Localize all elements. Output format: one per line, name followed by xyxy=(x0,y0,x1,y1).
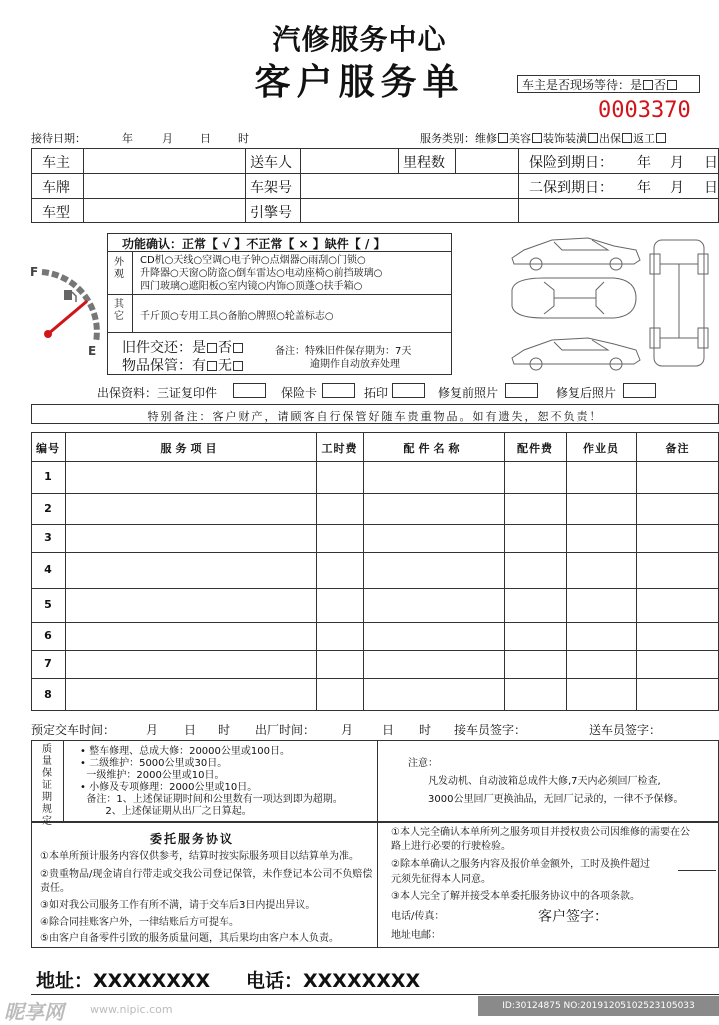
grid-line xyxy=(83,148,84,223)
notice-title: 注意： xyxy=(408,758,438,769)
fuel-needle-hub xyxy=(44,330,52,338)
type-decor: 装饰装潢 xyxy=(543,132,587,145)
agreement-right-line: ③本人完全了解并接受本单委托服务协议中的各项条款。 xyxy=(391,891,640,902)
agreement-left-line: 责任。 xyxy=(40,883,70,894)
wait-no-checkbox[interactable] xyxy=(667,80,677,90)
watermark-id: ID:30124875 NO:20191205102523105033 xyxy=(478,996,719,1016)
table-row-number: 1 xyxy=(44,470,52,483)
grid-line xyxy=(31,198,719,199)
frame-label: 车架号 xyxy=(250,180,292,196)
ins-day: 日 xyxy=(704,155,718,171)
warranty-line: • 小修及专项修理：2000公里或10日。 xyxy=(80,782,258,793)
service-table xyxy=(31,432,719,711)
grid-line xyxy=(518,148,519,223)
table-header-cell: 服务项目 xyxy=(160,442,221,455)
owner-label: 车主 xyxy=(42,155,70,171)
exit-hour: 时 xyxy=(419,723,432,737)
second-day: 日 xyxy=(704,180,718,196)
model-label: 车型 xyxy=(42,205,70,221)
docs-before-label: 修复前照片 xyxy=(438,386,499,400)
grid-line xyxy=(300,148,301,223)
wait-yes-checkbox[interactable] xyxy=(643,80,653,90)
serial-number: 0003370 xyxy=(598,98,691,123)
type-warranty-checkbox[interactable] xyxy=(622,133,632,143)
wait-no-label: 否 xyxy=(654,78,667,92)
agreement-title: 委托服务协议 xyxy=(150,832,235,846)
table-row-number: 3 xyxy=(44,531,52,544)
exterior-label: 外观 xyxy=(114,257,124,280)
car-diagram-icon xyxy=(504,228,714,378)
exit-day: 日 xyxy=(382,723,395,737)
reception-date-label: 接待日期： xyxy=(31,132,86,145)
warranty-label: 质量保证期规定 xyxy=(42,744,52,827)
items-keep-no: 无 xyxy=(218,358,232,374)
grid-line xyxy=(245,148,246,223)
fuel-needle xyxy=(48,302,86,334)
exterior-line-1: CD机○天线○空调○电子钟○点烟器○雨刮○门锁○ xyxy=(140,255,366,266)
phone-fax-label: 电话/传真： xyxy=(391,911,445,922)
planned-day: 日 xyxy=(184,723,197,737)
table-row-number: 5 xyxy=(44,598,52,611)
agreement-left-line: ③如对我公司服务工作有所不满，请于交车后3日内提出异议。 xyxy=(40,900,316,911)
warranty-line: • 二级维护：5000公里或30日。 xyxy=(80,758,228,769)
old-parts-yes-checkbox[interactable] xyxy=(207,343,217,353)
exterior-line-3: 四门玻璃○遮阳板○室内镜○内饰○顶蓬○扶手箱○ xyxy=(140,281,363,292)
grid-line xyxy=(316,432,317,711)
exterior-line-2: 升降器○天窗○防盗○倒车雷达○电动座椅○前挡玻璃○ xyxy=(140,268,383,279)
mileage-label: 里程数 xyxy=(403,155,445,171)
old-parts-row xyxy=(122,337,244,357)
docs-label: 出保资料：三证复印件 xyxy=(97,386,218,400)
table-header-cell: 配件名称 xyxy=(403,442,464,455)
customer-sign-label: 客户签字： xyxy=(538,909,608,925)
amount-underline xyxy=(678,870,716,871)
exit-time-label: 出厂时间： xyxy=(255,723,316,737)
grid-line xyxy=(504,432,505,711)
type-rework-checkbox[interactable] xyxy=(656,133,666,143)
grid-line xyxy=(363,432,364,711)
grid-line xyxy=(31,173,719,174)
items-keep-no-checkbox[interactable] xyxy=(233,361,243,371)
type-beauty-checkbox[interactable] xyxy=(532,133,542,143)
agreement-right-line: 元须先征得本人同意。 xyxy=(391,874,491,885)
fuel-pump-icon xyxy=(64,290,76,302)
exit-month: 月 xyxy=(341,723,354,737)
planned-delivery-label: 预定交车时间： xyxy=(31,723,116,737)
service-type-row xyxy=(420,130,667,146)
agreement-left-line: ②贵重物品/现金请自行带走或交我公司登记保管，未作登记本公司不负赔偿 xyxy=(40,869,373,880)
table-row-number: 4 xyxy=(44,563,52,576)
docs-card-box[interactable] xyxy=(322,383,355,398)
table-header-cell: 备注 xyxy=(665,442,690,455)
function-check-title: 功能确认：正常【 √ 】不正常【 × 】缺件【 / 】 xyxy=(122,237,386,251)
grid-line xyxy=(107,332,452,333)
docs-after-box[interactable] xyxy=(623,383,656,398)
warranty-line: 备注：1、上述保证期时间和公里数有一项达到即为超期。 xyxy=(80,794,343,805)
form-title: 客户服务单 xyxy=(254,62,465,103)
old-parts-no-checkbox[interactable] xyxy=(233,343,243,353)
grid-line xyxy=(31,650,719,651)
agreement-left-line: ①本单所预计服务内容仅供参考，结算时按实际服务项目以结算单为准。 xyxy=(40,851,359,862)
table-row-number: 7 xyxy=(44,657,52,670)
receiver-sign-label: 接车员签字： xyxy=(454,723,527,737)
reception-month: 月 xyxy=(162,132,173,145)
special-note: 特别备注：客户财产，请顾客自行保管好随车贵重物品。如有遗失，恕不负责！ xyxy=(147,410,603,423)
watermark-site: www.nipic.com xyxy=(90,1003,173,1016)
footer-line xyxy=(31,994,719,995)
wait-on-site-box xyxy=(517,75,700,93)
grid-line xyxy=(566,432,567,711)
ins-month: 月 xyxy=(670,155,684,171)
footer-phone: 电话：XXXXXXXX xyxy=(246,970,421,992)
table-row-number: 6 xyxy=(44,629,52,642)
old-parts-no: 否 xyxy=(218,340,232,356)
grid-line xyxy=(132,251,133,332)
agreement-left-line: ④除合同挂账客户外，一律结账后方可提车。 xyxy=(40,917,239,928)
email-label: 地址电邮： xyxy=(391,930,441,941)
other-label: 其它 xyxy=(114,299,124,322)
old-parts-label: 旧件交还：是 xyxy=(122,340,206,356)
grid-line xyxy=(65,432,66,711)
agreement-right-line: ①本人完全确认本单所列之服务项目并授权贵公司因维修的需要在公 xyxy=(391,827,690,838)
other-items: 千斤顶○专用工具○备胎○牌照○轮盖标志○ xyxy=(140,311,334,322)
footer-address: 地址：XXXXXXXX xyxy=(36,970,211,992)
plate-label: 车牌 xyxy=(42,180,70,196)
type-beauty: 美容 xyxy=(509,132,531,145)
org-title: 汽修服务中心 xyxy=(272,23,447,56)
grid-line xyxy=(636,432,637,711)
ins-year: 年 xyxy=(637,155,651,171)
table-row-number: 2 xyxy=(44,502,52,515)
docs-after-label: 修复后照片 xyxy=(556,386,617,400)
type-decor-checkbox[interactable] xyxy=(588,133,598,143)
table-header-cell: 工时费 xyxy=(321,442,358,455)
agreement-left-line: ⑤由客户自备零件引致的服务质量问题，其后果均由客户本人负责。 xyxy=(40,933,339,944)
grid-line xyxy=(107,294,452,295)
grid-line xyxy=(31,588,719,589)
docs-copy-box[interactable] xyxy=(233,383,266,398)
grid-line xyxy=(455,148,456,173)
grid-line xyxy=(31,493,719,494)
sender-sign-label: 送车员签字： xyxy=(589,723,662,737)
type-rework: 返工 xyxy=(633,132,655,145)
agreement-right-line: 路上进行必要的行驶检验。 xyxy=(391,841,511,852)
type-repair-checkbox[interactable] xyxy=(498,133,508,143)
notice-line-1: 凡发动机、自动波箱总成件大修,7天内必须回厂检查, xyxy=(428,776,661,787)
grid-line xyxy=(31,622,719,623)
vehicle-info-grid xyxy=(31,148,719,223)
fuel-gauge-icon xyxy=(30,262,110,358)
table-header-cell: 编号 xyxy=(36,442,60,455)
warranty-line: • 整车修理、总成大修：20000公里或100日。 xyxy=(80,746,290,757)
remark-line-2: 逾期作自动放弃处理 xyxy=(310,359,400,370)
items-keep-yes-checkbox[interactable] xyxy=(207,361,217,371)
planned-hour: 时 xyxy=(218,723,231,737)
reception-hour: 时 xyxy=(238,132,249,145)
wait-prompt: 车主是否现场等待：是 xyxy=(522,78,643,92)
docs-rubbing-label: 拓印 xyxy=(364,386,389,400)
grid-line xyxy=(31,461,719,462)
planned-month: 月 xyxy=(146,723,159,737)
table-header-cell: 配件费 xyxy=(517,442,553,455)
agreement-right-line: ②除本单确认之服务内容及报价单金额外，工时及换件超过 xyxy=(391,859,650,870)
reception-day: 日 xyxy=(200,132,211,145)
grid-line xyxy=(63,740,64,822)
docs-before-box[interactable] xyxy=(505,383,538,398)
table-header-cell: 作业员 xyxy=(583,442,619,455)
warranty-line: 2、上述保证期从出厂之日算起。 xyxy=(80,806,252,817)
notice-line-2: 3000公里回厂更换油品，无回厂记录的，一律不予保修。 xyxy=(428,794,684,805)
reception-year: 年 xyxy=(122,132,133,145)
grid-line xyxy=(398,148,399,173)
grid-line xyxy=(31,678,719,679)
second-month: 月 xyxy=(670,180,684,196)
insurance-due-label: 保险到期日： xyxy=(529,155,613,171)
engine-label: 引擎号 xyxy=(250,205,292,221)
remark-line-1: 备注：特殊旧件保存期为：7天 xyxy=(275,346,412,357)
docs-rubbing-box[interactable] xyxy=(392,383,425,398)
items-keep-label: 物品保管：有 xyxy=(122,358,206,374)
grid-line xyxy=(31,524,719,525)
watermark-brand: 昵享网 xyxy=(4,1000,64,1024)
fuel-full-label: F xyxy=(30,265,39,279)
warranty-line: 一级维护：2000公里或10日。 xyxy=(80,770,225,781)
type-warranty: 出保 xyxy=(599,132,621,145)
sender-label: 送车人 xyxy=(250,155,292,171)
items-keep-row xyxy=(122,355,244,375)
second-due-label: 二保到期日： xyxy=(529,180,613,196)
docs-card-label: 保险卡 xyxy=(281,386,318,400)
table-row-number: 8 xyxy=(44,688,52,701)
fuel-empty-label: E xyxy=(88,344,97,358)
second-year: 年 xyxy=(637,180,651,196)
grid-line xyxy=(31,552,719,553)
service-type-label: 服务类别：维修 xyxy=(420,132,497,145)
